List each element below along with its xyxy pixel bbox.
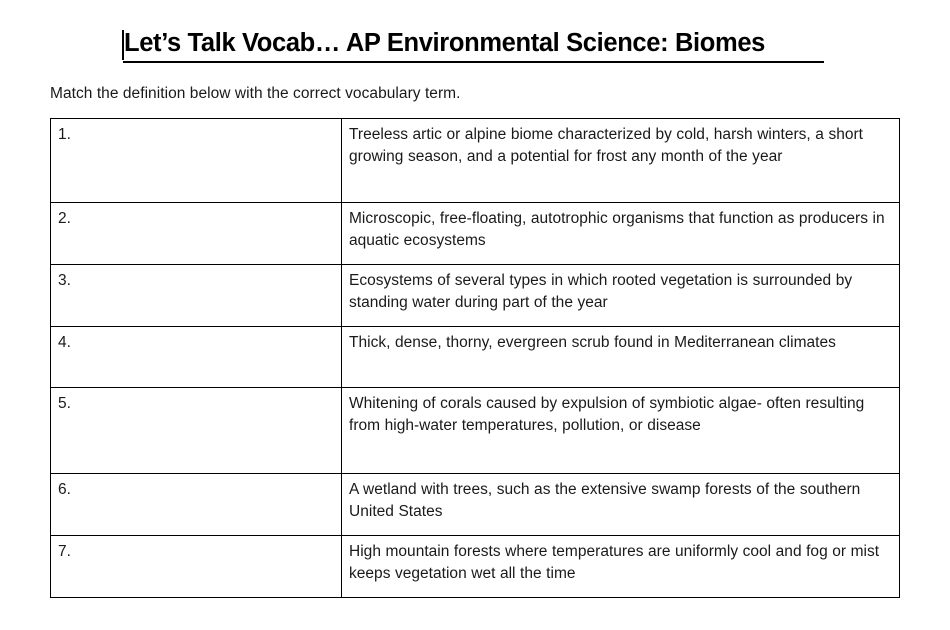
table-row	[51, 203, 900, 265]
table-row	[51, 474, 900, 536]
table-row	[51, 536, 900, 598]
row-number-cell[interactable]: 4.	[51, 327, 342, 388]
row-definition-cell: Microscopic, free-floating, autotrophic organisms that function as producers in aquatic ecosystems	[342, 203, 900, 265]
row-definition-cell: Thick, dense, thorny, evergreen scrub found in Mediterranean climates	[342, 327, 900, 388]
table-row	[51, 327, 900, 388]
row-number-cell[interactable]: 6.	[51, 474, 342, 536]
row-number-cell[interactable]: 7.	[51, 536, 342, 598]
title-underline	[123, 61, 824, 63]
row-number-cell[interactable]: 2.	[51, 203, 342, 265]
document-title-block	[122, 28, 828, 66]
table-row	[51, 388, 900, 474]
row-definition-cell: A wetland with trees, such as the extensive swamp forests of the southern United States	[342, 474, 900, 536]
row-definition-cell: High mountain forests where temperatures are uniformly cool and fog or mist keeps vegetation wet all the time	[342, 536, 900, 598]
table-row	[51, 119, 900, 203]
row-number-cell[interactable]: 5.	[51, 388, 342, 474]
page-title: Let’s Talk Vocab… AP Environmental Science: Biomes	[124, 29, 765, 57]
matching-table	[50, 118, 900, 598]
table-row	[51, 265, 900, 327]
row-definition-cell: Whitening of corals caused by expulsion of symbiotic algae- often resulting from high-water temperatures, pollution, or disease	[342, 388, 900, 474]
row-definition-cell: Ecosystems of several types in which rooted vegetation is surrounded by standing water during part of the year	[342, 265, 900, 327]
row-number-cell[interactable]: 3.	[51, 265, 342, 327]
row-number-cell[interactable]: 1.	[51, 119, 342, 203]
instruction-text: Match the definition below with the correct vocabulary term.	[50, 85, 461, 102]
row-definition-cell: Treeless artic or alpine biome characterized by cold, harsh winters, a short growing season, and a potential for frost any month of the year	[342, 119, 900, 203]
